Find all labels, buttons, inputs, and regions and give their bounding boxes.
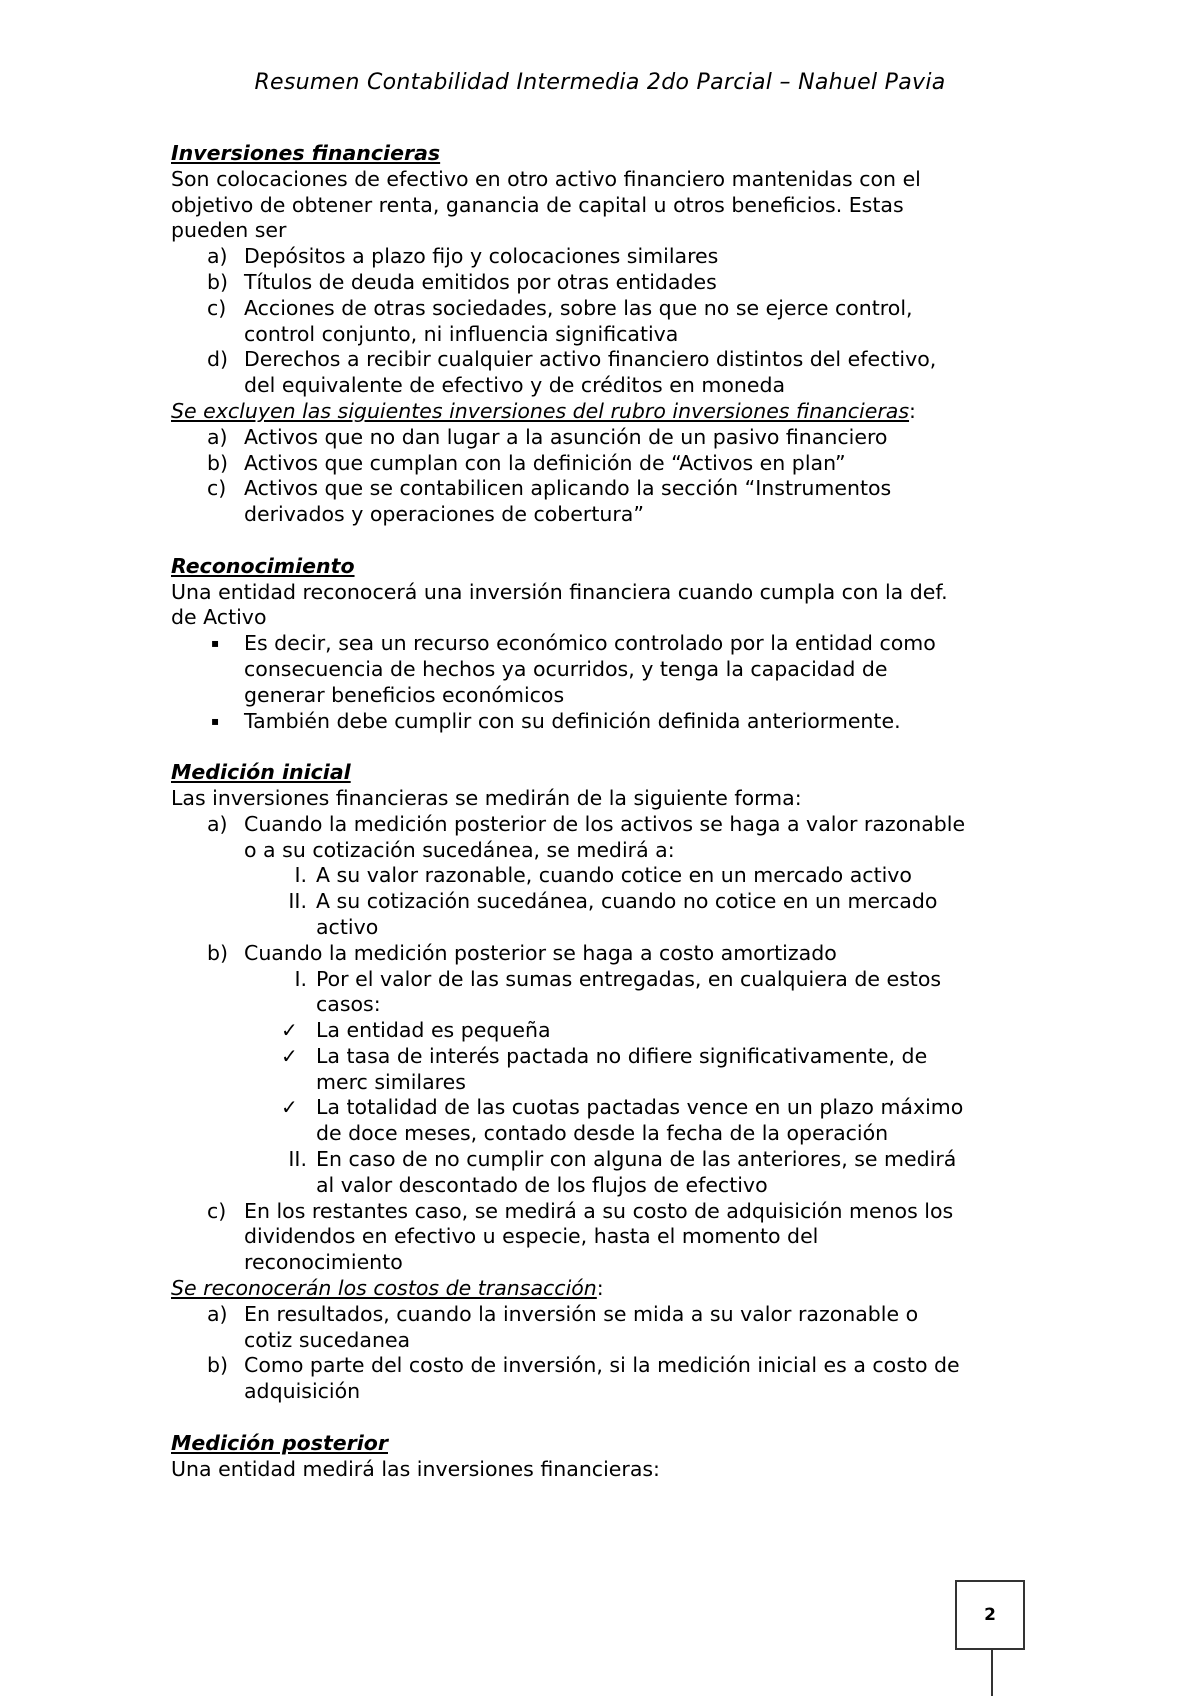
paragraph-line: de Activo [171, 605, 267, 630]
list-item-text: cotiz sucedanea [244, 1327, 411, 1352]
checkmark-icon: ✓ [281, 1018, 298, 1043]
subheading-exclusions: Se excluyen las siguientes inversiones del rubro inversiones financieras [171, 398, 910, 423]
list-item-text: de doce meses, contado desde la fecha de la operación [316, 1121, 889, 1146]
list-item [171, 476, 1041, 528]
list-item-text: Acciones de otras sociedades, sobre las que no se ejerce control, [244, 295, 913, 320]
paragraph-line: Son colocaciones de efectivo en otro activo financiero mantenidas con el [171, 166, 921, 191]
list-marker: b) [207, 450, 229, 475]
list-item-text: En caso de no cumplir con alguna de las anteriores, se medirá [316, 1147, 957, 1172]
list-item-text: dividendos en efectivo u especie, hasta el momento del [244, 1224, 819, 1249]
paragraph-line: Una entidad medirá las inversiones financieras: [171, 1456, 660, 1481]
page-number: 2 [984, 1605, 996, 1625]
checkmark-icon: ✓ [281, 1043, 298, 1068]
paragraph-line: objetivo de obtener renta, ganancia de capital u otros beneficios. Estas [171, 192, 904, 217]
list-item-text: control conjunto, ni influencia significativa [244, 321, 679, 346]
list-item-text: Depósitos a plazo fijo y colocaciones similares [244, 244, 719, 269]
list-item-text: La entidad es pequeña [316, 1018, 551, 1043]
check-list-item [171, 1095, 1041, 1147]
spacer [171, 734, 1041, 760]
list-item-text: casos: [316, 992, 381, 1017]
list-item-text: adquisición [244, 1379, 361, 1404]
roman-list-item [171, 1147, 1041, 1199]
square-bullet-icon: ▪ [211, 636, 220, 651]
list-marker: c) [207, 476, 227, 501]
list-marker: c) [207, 295, 227, 320]
list-item-text: Cuando la medición posterior se haga a costo amortizado [244, 940, 837, 965]
list-item-text: activo [316, 914, 379, 939]
list-item-text: Como parte del costo de inversión, si la medición inicial es a costo de [244, 1353, 960, 1378]
list-marker: c) [207, 1198, 227, 1223]
list-item-text: La totalidad de las cuotas pactadas vence en un plazo máximo [316, 1095, 964, 1120]
list-item-text: También debe cumplir con su definición definida anteriormente. [244, 708, 901, 733]
list-item-text: Activos que se contabilicen aplicando la sección “Instrumentos [244, 476, 892, 501]
list-item-text: La tasa de interés pactada no difiere significativamente, de [316, 1043, 928, 1068]
colon: : [909, 398, 916, 423]
list-item-text: derivados y operaciones de cobertura” [244, 502, 644, 527]
list-item-text: al valor descontado de los flujos de efectivo [316, 1172, 768, 1197]
colon: : [596, 1276, 604, 1301]
roman-list-item [171, 863, 1041, 889]
list-item [171, 425, 1041, 451]
subheading-costos: Se reconocerán los costos de transacción [171, 1276, 597, 1301]
section-title-medicion-posterior: Medición posterior [171, 1430, 388, 1455]
list-item-text: del equivalente de efectivo y de créditos en moneda [244, 373, 786, 398]
paragraph-line: pueden ser [171, 218, 287, 243]
list-marker: a) [207, 244, 228, 269]
list-item-text: Activos que no dan lugar a la asunción de un pasivo financiero [244, 424, 888, 449]
list-item-text: A su valor razonable, cuando cotice en un mercado activo [316, 863, 912, 888]
page-number-connector [991, 1650, 993, 1696]
list-item-text: Títulos de deuda emitidos por otras entidades [244, 269, 717, 294]
list-marker: a) [207, 424, 228, 449]
list-item-text: A su cotización sucedánea, cuando no cotice en un mercado [316, 889, 938, 914]
page-header: Resumen Contabilidad Intermedia 2do Parcial – Nahuel Pavia [254, 70, 946, 95]
list-item [171, 451, 1041, 477]
square-bullet-icon: ▪ [211, 713, 220, 728]
list-item-text: Es decir, sea un recurso económico controlado por la entidad como [244, 631, 936, 656]
list-marker: I. [294, 966, 307, 991]
check-list-item [171, 1018, 1041, 1044]
spacer [171, 528, 1041, 554]
list-item-text: En los restantes caso, se medirá a su costo de adquisición menos los [244, 1198, 954, 1223]
list-item-text: Activos que cumplan con la definición de “Activos en plan” [244, 450, 846, 475]
list-item-text: reconocimiento [244, 1250, 403, 1275]
checkmark-icon: ✓ [281, 1095, 298, 1120]
list-item-text: Cuando la medición posterior de los activos se haga a valor razonable [244, 811, 966, 836]
list-marker: d) [207, 347, 229, 372]
list-item [171, 1199, 1041, 1276]
document-body [171, 141, 1041, 1482]
list-item-text: merc similares [316, 1069, 466, 1094]
list-item [171, 244, 1041, 270]
list-marker: I. [294, 863, 307, 888]
list-item [171, 296, 1041, 348]
list-item [171, 270, 1041, 296]
list-item-text: Por el valor de las sumas entregadas, en cualquiera de estos [316, 966, 942, 991]
subheading-line [171, 1276, 1041, 1302]
list-item-text: En resultados, cuando la inversión se mida a su valor razonable o [244, 1301, 919, 1326]
list-item [171, 347, 1041, 399]
list-item-text: consecuencia de hechos ya ocurridos, y tenga la capacidad de [244, 656, 888, 681]
list-marker: a) [207, 811, 228, 836]
section-title-medicion-inicial: Medición inicial [171, 760, 351, 785]
list-item-text: Derechos a recibir cualquier activo financiero distintos del efectivo, [244, 347, 937, 372]
list-item [171, 1302, 1041, 1354]
list-item [171, 941, 1041, 967]
subheading-line [171, 399, 1041, 425]
roman-list-item [171, 967, 1041, 1019]
bullet-item [171, 631, 1041, 708]
bullet-item [171, 709, 1041, 735]
roman-list-item [171, 889, 1041, 941]
list-marker: II. [288, 1147, 307, 1172]
page-number-box [955, 1580, 1025, 1650]
list-item [171, 1353, 1041, 1405]
section-title-reconocimiento: Reconocimiento [171, 553, 355, 578]
list-marker: a) [207, 1301, 228, 1326]
list-item [171, 812, 1041, 864]
paragraph-line: Una entidad reconocerá una inversión financiera cuando cumpla con la def. [171, 579, 948, 604]
list-item-text: generar beneficios económicos [244, 682, 565, 707]
section-title-inversiones: Inversiones financieras [171, 141, 441, 165]
list-item-text: o a su cotización sucedánea, se medirá a: [244, 837, 675, 862]
check-list-item [171, 1044, 1041, 1096]
list-marker: II. [288, 889, 307, 914]
list-marker: b) [207, 1353, 229, 1378]
paragraph-line: Las inversiones financieras se medirán de la siguiente forma: [171, 785, 802, 810]
list-marker: b) [207, 269, 229, 294]
spacer [171, 1405, 1041, 1431]
list-marker: b) [207, 940, 229, 965]
